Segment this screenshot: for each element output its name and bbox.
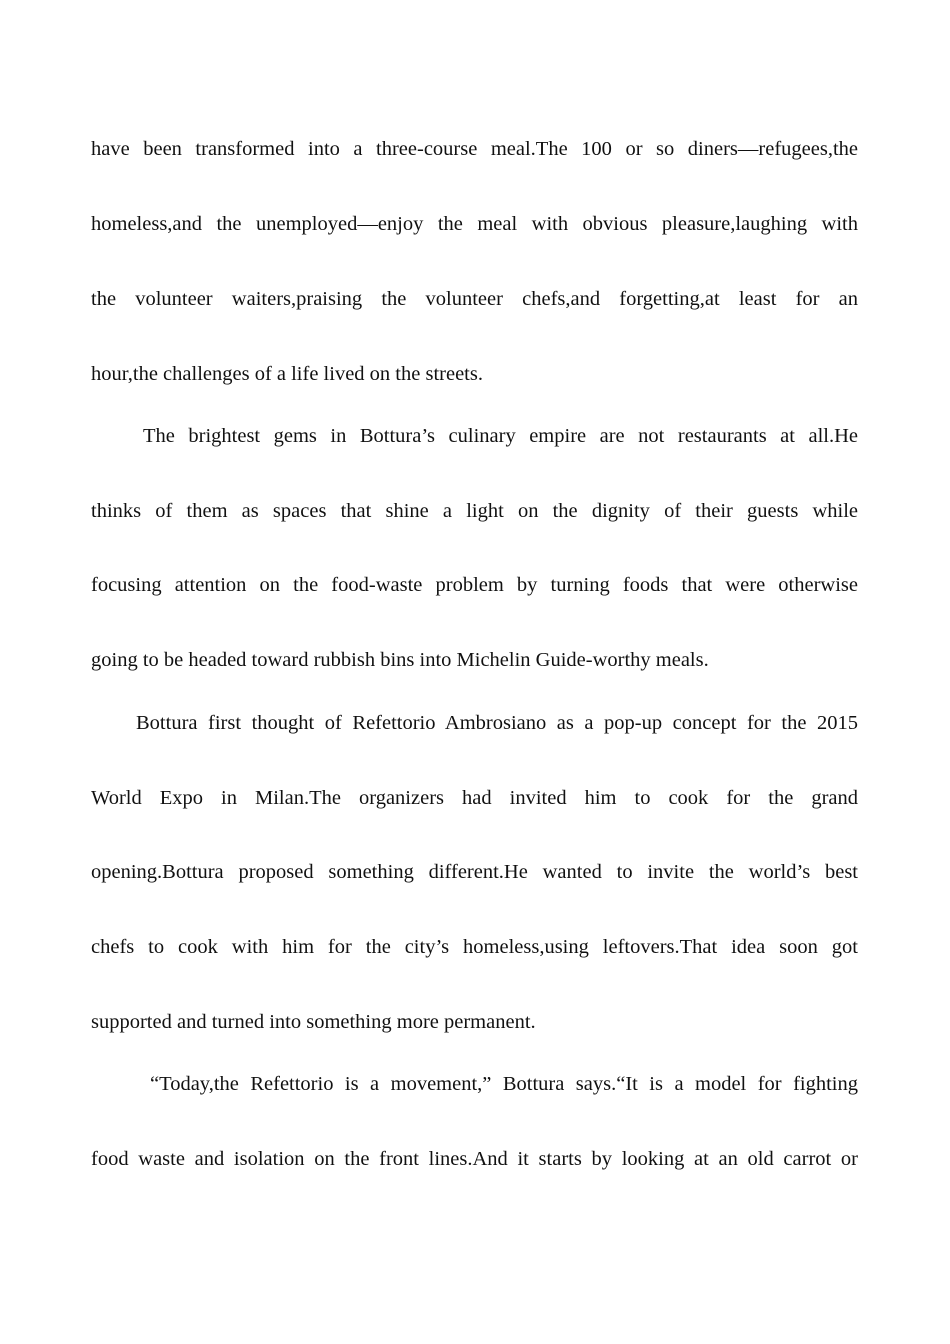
text-line: Bottura first thought of Refettorio Ambrosiano as a pop-up concept for the 2015	[136, 712, 858, 734]
text-line: focusing attention on the food-waste problem by turning foods that were otherwise	[91, 574, 858, 596]
text-line: homeless,and the unemployed—enjoy the meal with obvious pleasure,laughing with	[91, 213, 858, 235]
text-line: going to be headed toward rubbish bins into Michelin Guide-worthy meals.	[91, 649, 709, 671]
text-line: thinks of them as spaces that shine a light on the dignity of their guests while	[91, 500, 858, 522]
text-line: World Expo in Milan.The organizers had invited him to cook for the grand	[91, 787, 858, 809]
text-line: supported and turned into something more permanent.	[91, 1011, 536, 1033]
text-line: opening.Bottura proposed something different.He wanted to invite the world’s best	[91, 861, 858, 883]
text-line: chefs to cook with him for the city’s homeless,using leftovers.That idea soon got	[91, 936, 858, 958]
text-line: The brightest gems in Bottura’s culinary empire are not restaurants at all.He	[143, 425, 858, 447]
text-line: food waste and isolation on the front lines.And it starts by looking at an old carrot or	[91, 1148, 858, 1170]
text-line: hour,the challenges of a life lived on the streets.	[91, 363, 483, 385]
text-line: have been transformed into a three-course meal.The 100 or so diners—refugees,the	[91, 138, 858, 160]
text-line: “Today,the Refettorio is a movement,” Bottura says.“It is a model for fighting	[150, 1073, 858, 1095]
text-line: the volunteer waiters,praising the volunteer chefs,and forgetting,at least for an	[91, 288, 858, 310]
